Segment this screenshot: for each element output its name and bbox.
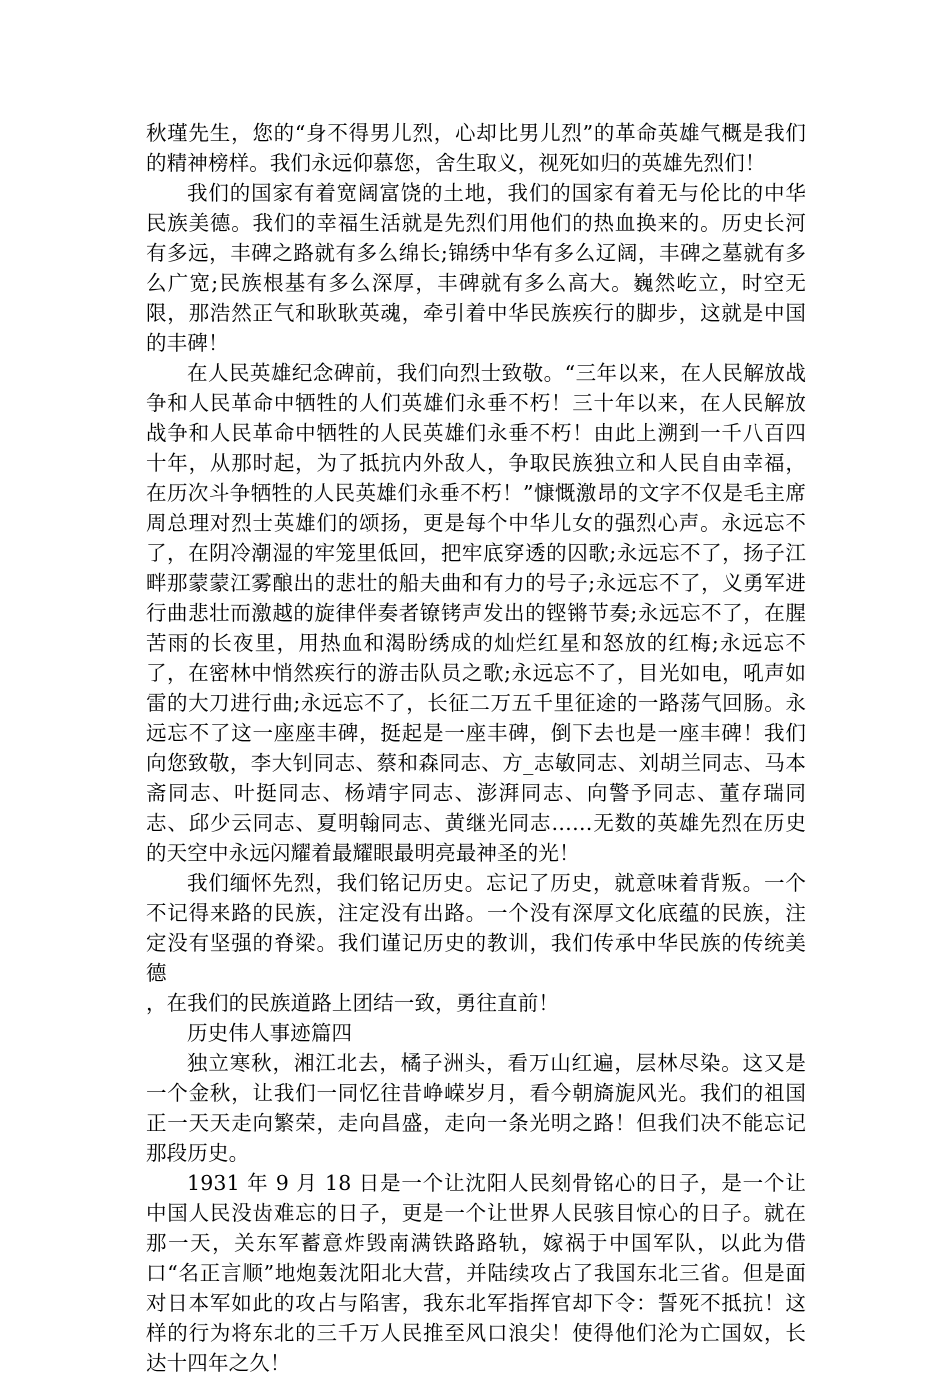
paragraph-heroes-monument: 在人民英雄纪念碑前，我们向烈士致敬。“三年以来，在人民解放战争和人民革命中牺牲的人们英雄们永垂不朽！三十年以来，在人民解放战争和人民革命中牺牲的人民英雄们永垂不朽！由此上溯到一千八百四十年，从那时起，为了抵抗内外敌人，争取民族独立和人民自由幸福，在历次斗争牺牲的人民英雄们永垂不朽！”慷慨激昂的文字不仅是毛主席周总理对烈士英雄们的颂扬，更是每个中华儿女的强烈心声。永远忘不了，在阴冷潮湿的牢笼里低回，把牢底穿透的囚歌;永远忘不了，扬子江畔那蒙蒙江雾酿出的悲壮的船夫曲和有力的号子;永远忘不了，义勇军进行曲悲壮而激越的旋律伴奏者镣铐声发出的铿锵节奏;永远忘不了，在腥苦雨的长夜里，用热血和渴盼绣成的灿烂红星和怒放的红梅;永远忘不了，在密林中悄然疾行的游击队员之歌;永远忘不了，目光如电，吼声如雷的大刀进行曲;永远忘不了，长征二万五千里征途的一路荡气回肠。永远忘不了这一座座丰碑，挺起是一座丰碑，倒下去也是一座丰碑！我们向您致敬，李大钊同志、蔡和森同志、方_志敏同志、刘胡兰同志、马本斋同志、叶挺同志、杨靖宇同志、澎湃同志、向警予同志、董存瑞同志、邱少云同志、夏明翰同志、黄继光同志……无数的英雄先烈在历史的天空中永远闪耀着最耀眼最明亮最神圣的光！	[146, 361, 806, 865]
paragraph-remember-history: 我们缅怀先烈，我们铭记历史。忘记了历史，就意味着背叛。一个不记得来路的民族，注定没有出路。一个没有深厚文化底蕴的民族，注定没有坚强的脊梁。我们谨记历史的教训，我们传承中华民族的传统美德	[146, 871, 806, 985]
section-heading: 历史伟人事迹篇四	[187, 1021, 353, 1045]
paragraph-autumn: 独立寒秋，湘江北去，橘子洲头，看万山红遍，层林尽染。这又是一个金秋，让我们一同忆往昔峥嵘岁月，看今朝旖旎风光。我们的祖国正一天天走向繁荣，走向昌盛，走向一条光明之路！但我们决不能忘记那段历史。	[146, 1051, 806, 1165]
document-page	[146, 118, 806, 1378]
paragraph-918-incident: 1931 年 9 月 18 日是一个让沈阳人民刻骨铭心的日子，是一个让中国人民没齿难忘的日子，更是一个让世界人民骇目惊心的日子。就在那一天，关东军蓄意炸毁南满铁路路轨，嫁祸于中国军队，以此为借口“名正言顺”地炮轰沈阳北大营，并陆续攻占了我国东北三省。但是面对日本军如此的攻占与陷害，我东北军指挥官却下令：誓死不抵抗！这样的行为将东北的三千万人民推至风口浪尖！使得他们沦为亡国奴，长达十四年之久！	[146, 1171, 806, 1375]
paragraph-qiujin: 秋瑾先生，您的“身不得男儿烈，心却比男儿烈”的革命英雄气概是我们的精神榜样。我们永远仰慕您，舍生取义，视死如归的英雄先烈们！	[146, 121, 806, 175]
paragraph-continuation: ，在我们的民族道路上团结一致，勇往直前！	[146, 991, 559, 1015]
paragraph-national-monument: 我们的国家有着宽阔富饶的土地，我们的国家有着无与伦比的中华民族美德。我们的幸福生活就是先烈们用他们的热血换来的。历史长河有多远，丰碑之路就有多么绵长;锦绣中华有多么辽阔，丰碑之墓就有多么广宽;民族根基有多么深厚，丰碑就有多么高大。巍然屹立，时空无限，那浩然正气和耿耿英魂，牵引着中华民族疾行的脚步，这就是中国的丰碑！	[146, 181, 806, 355]
